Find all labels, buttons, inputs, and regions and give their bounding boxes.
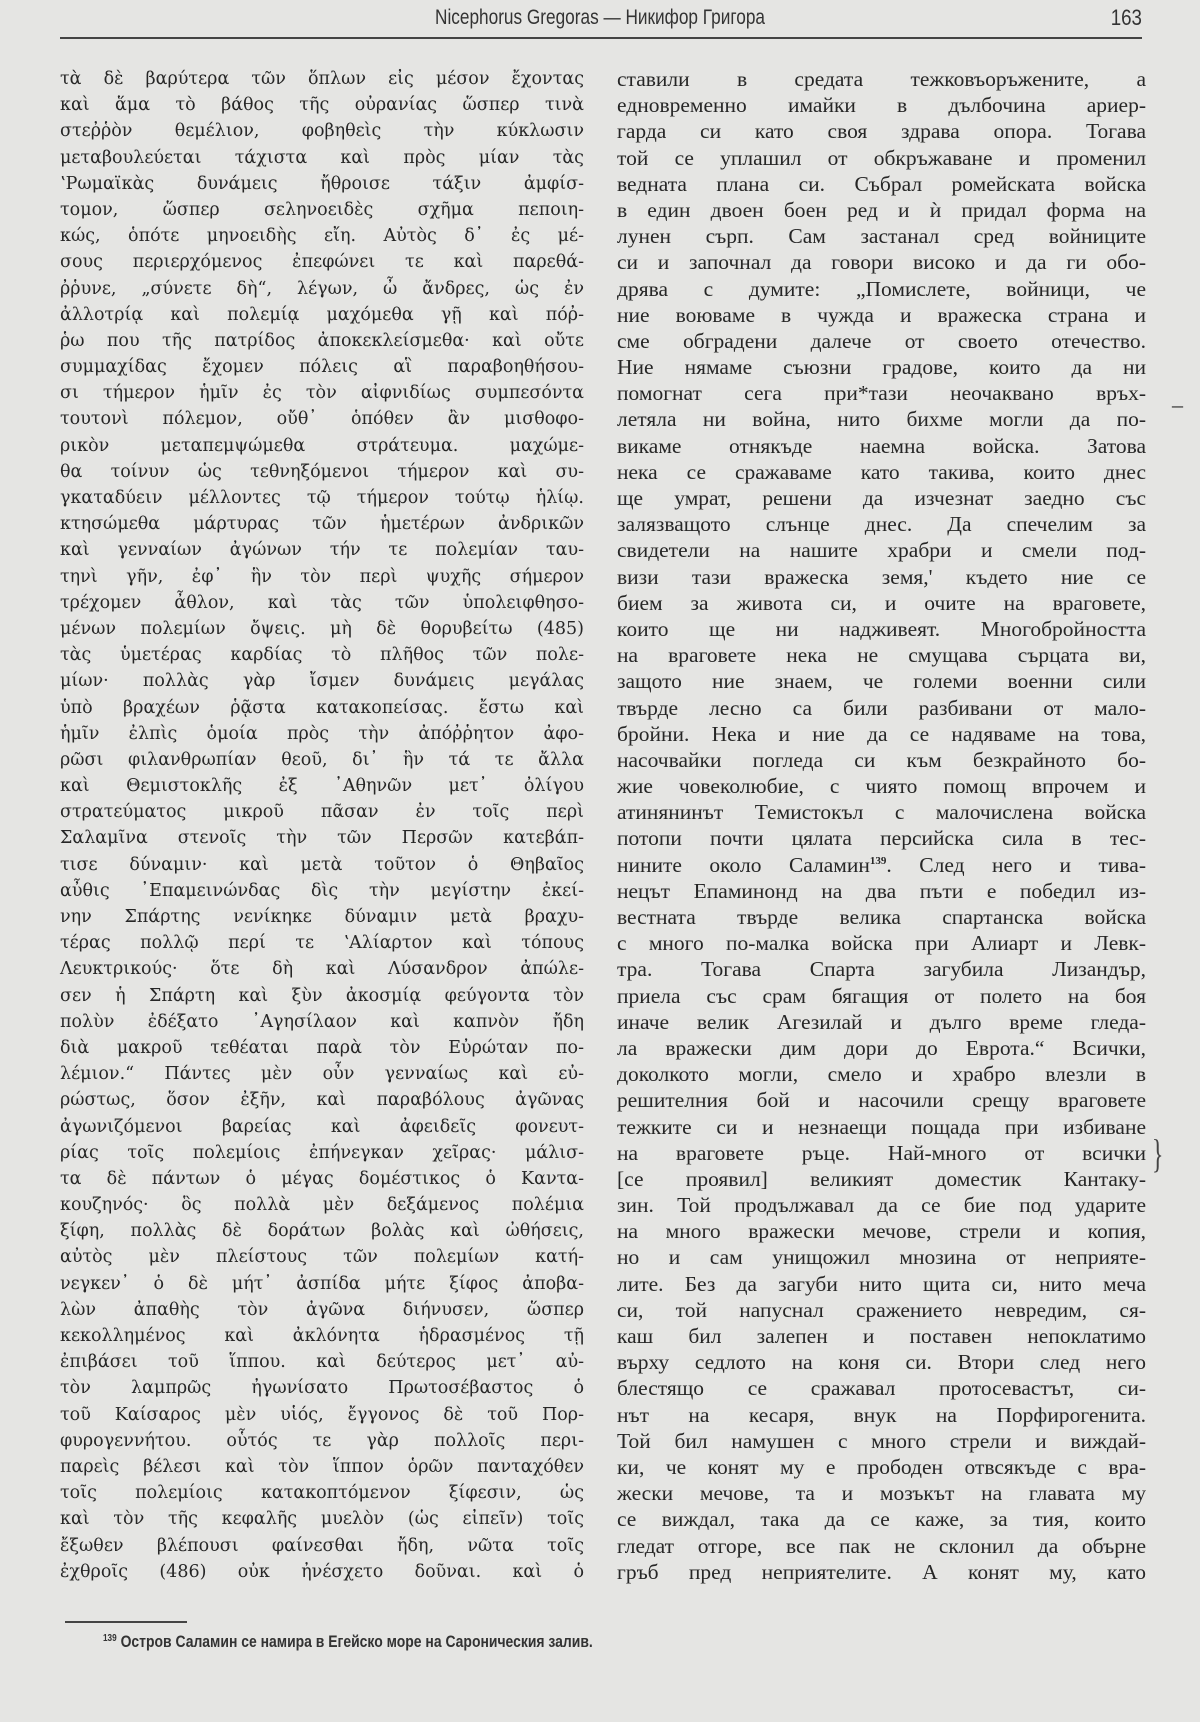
greek-text-line: γκαταδύειν μέλλοντες τῷ τήμερον τούτῳ ἡλίῳ. (60, 488, 584, 508)
footnote-text: Остров Саламин се намира в Егейско море на Сароническия залив. (120, 1632, 593, 1651)
bulgarian-text-line: летяла ни война, нито бихме могли да по- (617, 407, 1146, 432)
bulgarian-text-line: блестящо се сражавал протосевастът, си- (617, 1376, 1146, 1401)
greek-text-line: ἐχθροῖς (486) οὐκ ἠνέσχετο δοῦναι. καὶ ὁ (60, 1561, 584, 1582)
bulgarian-text-line: жески мечове, та и мозъкът на главата му (617, 1481, 1146, 1506)
greek-text-line: λέμιον.“ Πάντες μὲν οὖν γενναίως καὶ εὐ- (60, 1064, 584, 1085)
text-fragment: . След него и тива- (886, 852, 1146, 877)
greek-text-line: διὰ μακροῦ τεθέαται παρὰ τὸν Εὐρώταν πο- (60, 1037, 584, 1058)
greek-text-line: τὸν λαμπρῶς ἠγωνίσατο Πρωτοσέβαστος ὁ (60, 1378, 584, 1399)
greek-text-line: κεκολλημένος καὶ ἀκλόνητα ἡδρασμένος τῇ (60, 1326, 584, 1346)
bulgarian-text-line: доколкото могли, смело и храбро влезли в (617, 1062, 1146, 1087)
greek-text-line: ἡμῖν ἐλπὶς ὁμοία πρὸς τὴν ἀπόῤῥητον ἀφο- (60, 723, 584, 744)
greek-text-line: ἀλλοτρίᾳ καὶ πολεμίᾳ μαχόμεθα γῇ καὶ πόῤ- (60, 304, 584, 325)
bulgarian-text-line: нека се сражаваме като такива, които днес (617, 459, 1146, 484)
greek-text-line: τισε δύναμιν· καὶ μετὰ τοῦτον ὁ Θηβαῖος (60, 854, 584, 875)
bulgarian-text-line: на враговете нека не смущава сърцата ви, (617, 643, 1146, 668)
margin-mark-brace: } (1151, 1131, 1164, 1176)
bulgarian-text-line: визи тази вражеска земя,' където ние се (617, 564, 1146, 589)
bulgarian-text-line: тежките си и незнаещи пощада при избиване (617, 1114, 1146, 1139)
greek-text-line: συμμαχίδας ἔχομεν πόλεις αἳ παραβοηθήσου- (60, 357, 584, 378)
bulgarian-text-line: [се проявил] великият доместик Кантаку- (617, 1166, 1146, 1191)
bulgarian-text-line: насочвайки погледа си към безкрайното бо- (617, 747, 1146, 772)
greek-text-line: τρέχομεν ἆθλον, καὶ τὰς τῶν ὑπολειφθησο- (60, 592, 584, 613)
greek-text-line: ξίφη, πολλὰς δὲ δοράτων βολὰς καὶ ὠθήσεις, (60, 1221, 584, 1242)
bulgarian-text-line: вестната твърде велика спартанска войска (617, 905, 1146, 929)
greek-text-line: καὶ γενναίων ἀγώνων τήν τε πολεμίαν ταυ- (60, 540, 584, 561)
bulgarian-text-line: си, той напуснал сражението невредим, ся- (617, 1297, 1146, 1322)
greek-text-line: σι τήμερον ἡμῖν ἐς τὸν αἰφνιδίως συμπεσόντα (60, 383, 584, 404)
greek-text-column (60, 66, 584, 1585)
greek-text-line: ρῶσι φιλανθρωπίαν θεοῦ, δι᾿ ἣν τά τε ἄλλα (60, 749, 584, 770)
bulgarian-text-line: зин. Той продължавал да се бие под ударите (617, 1193, 1146, 1218)
bulgarian-text-line: каш бил залепен и поставен непоклатимо (617, 1324, 1146, 1348)
bulgarian-text-line: си и започнал да говори високо и да ги обо- (617, 250, 1146, 275)
greek-text-line: σεν ἡ Σπάρτη καὶ ξὺν ἀκοσμίᾳ φεύγοντα τὸν (60, 985, 584, 1006)
bulgarian-text-line: Ние нямаме съюзни градове, които да ни (617, 355, 1146, 380)
bulgarian-text-line: ла вражески дим дори до Еврота.“ Всички, (617, 1035, 1146, 1060)
bulgarian-text-line: бройни. Нека и ние да се надяваме на това, (617, 721, 1146, 746)
greek-text-line: νεγκεν᾿ ὁ δὲ μήτ᾿ ἀσπίδα μήτε ξίφος ἀποβα- (60, 1273, 584, 1294)
bulgarian-text-line: едновременно имайки в дълбочина ариер- (617, 93, 1146, 118)
bulgarian-text-line: Той бил намушен с много стрели и виждай- (617, 1428, 1146, 1453)
greek-text-line: τέρας πολλῷ περί τε ʽΑλίαρτον καὶ τόπους (60, 933, 584, 954)
greek-text-line: στεῤῥὸν θεμέλιον, φοβηθεὶς τὴν κύκλωσιν (60, 121, 584, 142)
greek-text-line: ρικὸν μεταπεμψώμεθα στράτευμα. μαχώμε- (60, 435, 584, 456)
bulgarian-text-line: решителния бой и насочили срещу враговете (617, 1088, 1146, 1113)
bulgarian-text-line: гарда си като своя здрава опора. Тогава (617, 119, 1146, 144)
bulgarian-text-line: ще умрат, решени да изчезнат заедно със (617, 486, 1146, 510)
greek-text-line: νην Σπάρτης νενίκηκε δύναμιν μετὰ βραχυ- (60, 907, 584, 927)
bulgarian-text-line: на враговете ръце. Най-много от всички (617, 1140, 1146, 1165)
bulgarian-text-line: тра. Тогава Спарта загубила Лизандър, (617, 957, 1146, 982)
bulgarian-text-line: атинянинът Темистокъл с малочислена войска (617, 800, 1146, 825)
bulgarian-text-line: иначе велик Агезилай и дълго време гледа- (617, 1009, 1146, 1034)
text-fragment: нините около Саламин (617, 852, 870, 877)
greek-text-line: ῤῥυνε, „σύνετε δὴ“, λέγων, ὦ ἄνδρες, ὡς ἐν (60, 278, 584, 299)
bulgarian-text-line: нецът Епаминонд на два пъти е победил из- (617, 878, 1146, 903)
bulgarian-text-line: лунен сърп. Сам застанал сред войниците (617, 224, 1146, 249)
greek-text-line: πολὺν ἐδέξατο ᾿Αγησίλαον καὶ καπνὸν ἤδη (60, 1011, 584, 1032)
greek-text-line: ῥω που τῆς πατρίδος ἀποκεκλείσμεθα· καὶ οὔτε (60, 330, 584, 351)
bulgarian-text-column (617, 66, 1146, 1585)
bulgarian-text-line: викаме отнякъде наемна войска. Затова (617, 433, 1146, 458)
greek-text-line: τομον, ὥσπερ σεληνοειδὲς σχῆμα πεποιη- (60, 199, 584, 220)
greek-text-line: κουζηνός· ὃς πολλὰ μὲν δεξάμενος πολέμια (60, 1195, 584, 1216)
bulgarian-text-line: бием за живота си, и очите на враговете, (617, 590, 1146, 615)
greek-text-line: κτησώμεθα μάρτυρας τῶν ἡμετέρων ἀνδρικῶν (60, 514, 584, 535)
greek-text-line: τὰς ὑμετέρας καρδίας τὸ πλῆθος τῶν πολε- (60, 645, 584, 666)
greek-text-line: καὶ τὸν τῆς κεφαλῆς μυελὸν (ὡς εἰπεῖν) τοῖς (60, 1509, 584, 1530)
bulgarian-text-line: дрява с думите: „Помислете, войници, че (617, 276, 1146, 301)
bulgarian-text-line: в един двоен боен ред и ѝ придал форма на (617, 197, 1146, 222)
bulgarian-text-line: жие човеколюбие, с чиято помощ впрочем и (617, 774, 1146, 799)
greek-text-line: παρεὶς βέλεσι καὶ τὸν ἵππον ὁρῶν πανταχόθεν (60, 1456, 584, 1477)
bulgarian-text-line: свидетели на нашите храбри и смели под- (617, 538, 1146, 563)
footnote-number: 139 (103, 1633, 117, 1644)
bulgarian-text-line: ведната плана си. Събрал ромейската войска (617, 171, 1146, 196)
greek-text-line: μεταβουλεύεται τάχιστα καὶ πρὸς μίαν τὰς (60, 147, 584, 168)
greek-text-line: τοῖς πολεμίοις κατακοπτόμενον ξίφεσιν, ὡς (60, 1483, 584, 1504)
greek-text-line: αὐτὸς μὲν πλείστους τῶν πολεμίων κατή- (60, 1247, 584, 1268)
bulgarian-text-line: но и сам унищожил мнозина от неприяте- (617, 1245, 1146, 1270)
greek-text-line: τηνὶ γῆν, ἐφ᾿ ἣν τὸν περὶ ψυχῆς σήμερον (60, 566, 584, 587)
bulgarian-text-line: приела със срам бягащия от полето на боя (617, 983, 1146, 1008)
bulgarian-text-line: се виждал, така да се каже, за тия, които (617, 1507, 1146, 1532)
greek-text-line: ὑπὸ βραχέων ῥᾷστα κατακοπείσας. ἔστω καὶ (60, 697, 584, 718)
bulgarian-text-line: на много вражески мечове, стрели и копия, (617, 1219, 1146, 1244)
bulgarian-text-line: нът на кесаря, внук на Порфирогенита. (617, 1402, 1146, 1427)
bulgarian-text-line: ние воюваме в чужда и вражеска страна и (617, 302, 1146, 327)
bulgarian-text-line: гледат отгоре, все пак не склонил да обърне (617, 1533, 1146, 1558)
greek-text-line: τουτονὶ πόλεμον, οὔθ᾿ ὁπόθεν ἂν μισθοφο- (60, 409, 584, 430)
bulgarian-text-line: ставили в средата тежковъоръжените, а (617, 67, 1146, 91)
greek-text-line: φυρογεννήτου. οὗτός τε γὰρ πολλοῖς περι- (60, 1430, 584, 1451)
greek-text-line: θα τοίνυν ὡς τεθνηξόμενοι τήμερον καὶ συ- (60, 461, 584, 482)
greek-text-line: μένων πολεμίων ὄψεις. μὴ δὲ θορυβείτω (485) (60, 618, 584, 639)
greek-text-line: ρώστως, ὅσον ἐξῆν, καὶ παραβόλους ἀγῶνας (60, 1090, 584, 1111)
bulgarian-text-line: върху седлото на коня си. Втори след него (617, 1350, 1146, 1375)
greek-text-line: λὼν ἀπαθὴς τὸν ἀγῶνα διήνυσεν, ὥσπερ (60, 1299, 584, 1320)
bulgarian-text-line: той се уплашил от обкръжаване и променил (617, 145, 1146, 170)
bulgarian-text-line: залязващото слънце днес. Да спечелим за (617, 512, 1146, 537)
greek-text-line: τα δὲ πάντων ὁ μέγας δομέστικος ὁ Καντα- (60, 1168, 584, 1189)
header-title: Nicephorus Gregoras — Никифор Григора (435, 6, 765, 29)
greek-text-line: ἐπιβάσει τοῦ ἵππου. καὶ δεύτερος μετ᾿ αὐ- (60, 1352, 584, 1373)
footnote-reference: 139 (869, 854, 887, 867)
greek-text-line: καὶ ἅμα τὸ βάθος τῆς οὐρανίας ὥσπερ τινὰ (60, 95, 584, 116)
bulgarian-text-line: лите. Без да загуби нито щита си, нито меча (617, 1271, 1146, 1296)
bulgarian-text-line: гръб пред неприятелите. А конят му, като (617, 1559, 1146, 1584)
greek-text-line: τὰ δὲ βαρύτερα τῶν ὅπλων εἰς μέσον ἔχοντας (60, 69, 584, 89)
greek-text-line: κώς, ὁπότε μηνοειδὴς εἴη. Αὐτὸς δ᾿ ἐς μέ- (60, 226, 584, 247)
header-rule (60, 37, 1142, 39)
bulgarian-text-line: с много по-малка войска при Алиарт и Левк- (617, 931, 1146, 956)
greek-text-line: μίων· πολλὰς γὰρ ἴσμεν δυνάμεις μεγάλας (60, 671, 584, 692)
footnote-rule (65, 1621, 187, 1623)
greek-text-line: σους περιερχόμενος ἐπεφώνει τε καὶ παρεθά- (60, 252, 584, 273)
page-number: 163 (1110, 5, 1142, 30)
greek-text-line: ρίας τοῖς πολεμίοις ἐπήνεγκαν χεῖρας· μάλισ- (60, 1142, 584, 1163)
greek-text-line: Λευκτρικούς· ὅτε δὴ καὶ Λύσανδρον ἀπώλε- (60, 959, 584, 980)
bulgarian-text-line: сме обградени далече от своето отечество. (617, 328, 1146, 353)
greek-text-line: ʽΡωμαϊκὰς δυνάμεις ἤθροισε τάξιν ἀμφίσ- (60, 173, 584, 194)
bulgarian-text-line: защото ние знаем, че големи военни сили (617, 669, 1146, 694)
greek-text-line: καὶ Θεμιστοκλῆς ἐξ ᾿Αθηνῶν μετ᾿ ὀλίγου (60, 776, 584, 797)
greek-text-line: ἀγωνιζόμενοι βαρείας καὶ ἀφειδεῖς φονευτ- (60, 1116, 584, 1137)
footnote (103, 1632, 593, 1652)
bulgarian-text-line: твърде лесно са били разбивани от мало- (617, 695, 1146, 720)
bulgarian-text-line: ки, че конят му е прободен отвсякъде с вра- (617, 1454, 1146, 1479)
bulgarian-text-line (617, 852, 1146, 878)
bulgarian-text-line: помогнат сега при*тази неочаквано връх- (617, 381, 1146, 406)
bulgarian-text-line: потопи почти цялата персийска сила в тес- (617, 826, 1146, 851)
greek-text-line: Σαλαμῖνα στενοῖς τὴν τῶν Περσῶν κατεβάπ- (60, 828, 584, 849)
greek-text-line: τοῦ Καίσαρος μὲν υἱός, ἔγγονος δὲ τοῦ Πορ- (60, 1404, 584, 1425)
greek-text-line: ἔξωθεν βλέπουσι φαίνεσθαι ἤδη, νῶτα τοῖς (60, 1535, 584, 1556)
bulgarian-text-line: които ще ни надживеят. Многобройността (617, 616, 1146, 641)
margin-mark-dash: – (1172, 392, 1183, 417)
greek-text-line: στρατεύματος μικροῦ πᾶσαν ἐν τοῖς περὶ (60, 802, 584, 823)
greek-text-line: αὖθις ᾿Επαμεινώνδας δὶς τὴν μεγίστην ἐκεί- (60, 880, 584, 901)
